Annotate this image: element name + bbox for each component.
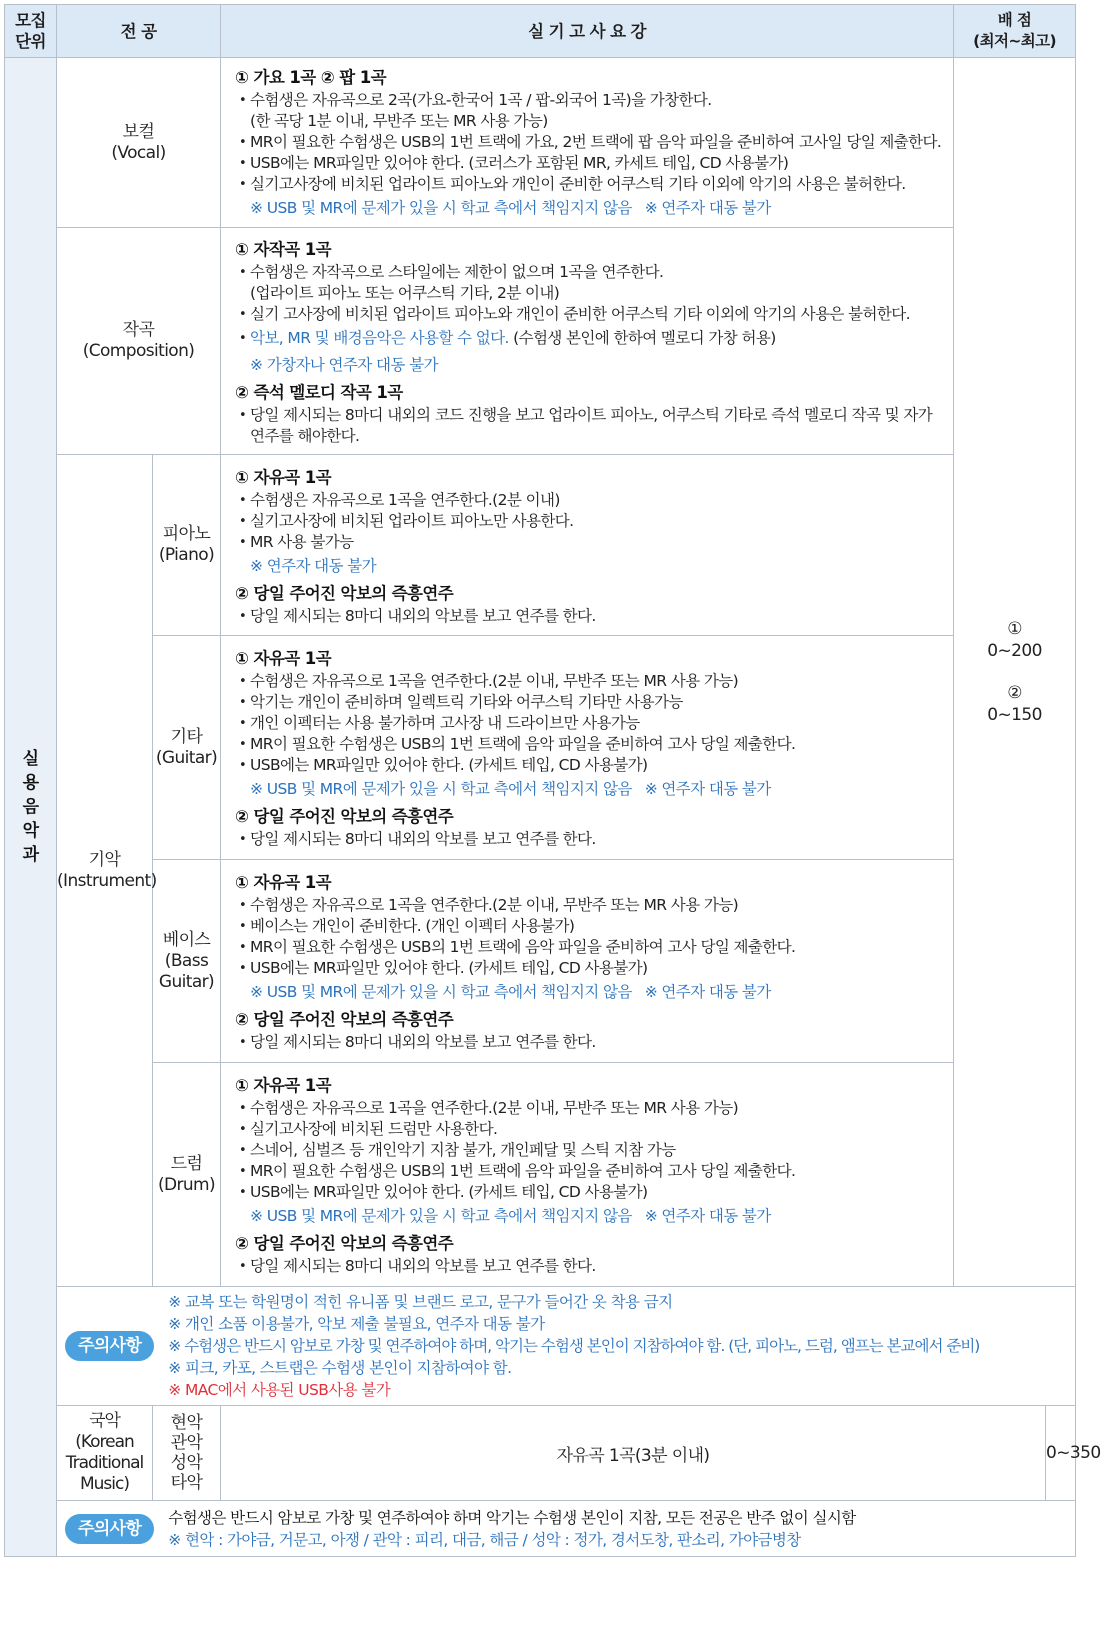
- bass-bullet-5: • 당일 제시되는 8마디 내외의 악보를 보고 연주를 한다.: [235, 1032, 945, 1053]
- major-vocal: 보컬 (Vocal): [57, 58, 221, 228]
- drum-heading-1: ① 자유곡 1곡: [235, 1076, 331, 1095]
- row-bass: [5, 860, 1076, 1063]
- major-instrument: 기악 (Instrument): [57, 455, 153, 1287]
- major-composition: 작곡 (Composition): [57, 228, 221, 455]
- composition-heading-1: ① 자작곡 1곡: [235, 239, 331, 259]
- row-notice-2: [5, 1501, 1076, 1557]
- piano-heading-2: ② 당일 주어진 악보의 즉흥연주: [235, 583, 454, 603]
- drum-bullet-2: • 실기고사장에 비치된 드럼만 사용한다.: [235, 1119, 945, 1140]
- row-notice-1: [5, 1287, 1076, 1406]
- piano-bullet-3: • MR 사용 불가능: [235, 532, 945, 553]
- header-row: [5, 5, 1076, 58]
- composition-bullet-2: • 실기 고사장에 비치된 업라이트 피아노와 개인이 준비한 어쿠스틱 기타 이외에 악기의 사용은 불허한다.: [235, 304, 945, 325]
- vocal-warning: ※ USB 및 MR에 문제가 있을 시 학교 측에서 책임지지 않음 ※ 연주자 대동 불가: [250, 198, 771, 217]
- row-drum: [5, 1063, 1076, 1287]
- notice-1-list: [168, 1291, 979, 1401]
- score-item-1-mark: ①: [1007, 619, 1022, 639]
- guitar-bullet-5: • USB에는 MR파일만 있어야 한다. (카세트 테입, CD 사용불가): [235, 755, 945, 776]
- req-vocal: [221, 58, 954, 228]
- composition-bullet-4: • 당일 제시되는 8마디 내외의 코드 진행을 보고 업라이트 피아노, 어쿠스틱 기타로 즉석 멜로디 작곡 및 자가: [235, 405, 945, 426]
- notice-1-line-4: ※ 피크, 카포, 스트랩은 수험생 본인이 지참하여야 함.: [168, 1359, 512, 1377]
- score-main: [954, 58, 1076, 1287]
- row-guitar: [5, 636, 1076, 860]
- notice-2-badge: 주의사항: [65, 1514, 154, 1544]
- drum-bullet-1: • 수험생은 자유곡으로 1곡을 연주한다.(2분 이내, 무반주 또는 MR 사용 가능): [235, 1098, 945, 1119]
- notice-1-badge: 주의사항: [65, 1331, 154, 1361]
- notice-1-line-5: ※ MAC에서 사용된 USB사용 불가: [168, 1381, 391, 1399]
- vocal-bullet-1b: (한 곡당 1분 이내, 무반주 또는 MR 사용 가능): [250, 111, 548, 130]
- header-score: 배 점 (최저~최고): [954, 5, 1076, 58]
- header-unit: 모집 단위: [5, 5, 57, 58]
- drum-bullet-5: • USB에는 MR파일만 있어야 한다. (카세트 테입, CD 사용불가): [235, 1182, 945, 1203]
- bass-bullet-4: • USB에는 MR파일만 있어야 한다. (카세트 테입, CD 사용불가): [235, 958, 945, 979]
- vocal-heading-1: ① 가요 1곡 ② 팝 1곡: [235, 67, 386, 87]
- major-korean: 국악 (Korean Traditional Music): [57, 1406, 153, 1501]
- req-drum: [221, 1063, 954, 1287]
- notice-2-line-1: 수험생은 반드시 암보로 가창 및 연주하여야 하며 악기는 수험생 본인이 지참, 모든 전공은 반주 없이 실시함: [168, 1508, 856, 1527]
- unit-cell: [5, 58, 57, 1557]
- header-requirements: 실 기 고 사 요 강: [221, 5, 954, 58]
- notice-1-line-2: ※ 개인 소품 이용불가, 악보 제출 불필요, 연주자 대동 불가: [168, 1315, 545, 1333]
- guitar-bullet-3: • 개인 이펙터는 사용 불가하며 고사장 내 드라이브만 사용가능: [235, 713, 945, 734]
- sub-piano: 피아노 (Piano): [153, 455, 221, 636]
- score-item-2-mark: ②: [1007, 683, 1022, 703]
- guitar-bullet-2: • 악기는 개인이 준비하며 일렉트릭 기타와 어쿠스틱 기타만 사용가능: [235, 692, 945, 713]
- notice-2-line-2: ※ 현악 : 가야금, 거문고, 아쟁 / 관악 : 피리, 대금, 해금 / 성악 : 정가, 경서도창, 판소리, 가야금병창: [168, 1530, 801, 1549]
- drum-heading-2: ② 당일 주어진 악보의 즉흥연주: [235, 1234, 454, 1253]
- drum-bullet-4: • MR이 필요한 수험생은 USB의 1번 트랙에 음악 파일을 준비하여 고사 당일 제출한다.: [235, 1161, 945, 1182]
- bass-heading-1: ① 자유곡 1곡: [235, 873, 331, 892]
- bass-bullet-3: • MR이 필요한 수험생은 USB의 1번 트랙에 음악 파일을 준비하여 고사 당일 제출한다.: [235, 937, 945, 958]
- sub-korean: 현악 관악 성악 타악: [153, 1406, 221, 1501]
- guitar-bullet-6: • 당일 제시되는 8마디 내외의 악보를 보고 연주를 한다.: [235, 829, 945, 850]
- score-item-2-range: 0~150: [987, 705, 1042, 725]
- notice-1-line-1: ※ 교복 또는 학원명이 적힌 유니폼 및 브랜드 로고, 문구가 들어간 옷 착용 금지: [168, 1293, 673, 1311]
- guitar-bullet-1: • 수험생은 자유곡으로 1곡을 연주한다.(2분 이내, 무반주 또는 MR 사용 가능): [235, 671, 945, 692]
- notice-2: [57, 1501, 1076, 1557]
- piano-bullet-2: • 실기고사장에 비치된 업라이트 피아노만 사용한다.: [235, 511, 945, 532]
- score-item-1-range: 0~200: [987, 641, 1042, 661]
- composition-bullet-3-rest: (수험생 본인에 한하여 멜로디 가창 허용): [508, 328, 776, 347]
- guitar-heading-1: ① 자유곡 1곡: [235, 649, 331, 668]
- exam-requirements-table: [4, 4, 1101, 1557]
- sub-drum: 드럼 (Drum): [153, 1063, 221, 1287]
- sub-guitar: 기타 (Guitar): [153, 636, 221, 860]
- guitar-heading-2: ② 당일 주어진 악보의 즉흥연주: [235, 807, 454, 826]
- bass-heading-2: ② 당일 주어진 악보의 즉흥연주: [235, 1010, 454, 1029]
- guitar-warning: ※ USB 및 MR에 문제가 있을 시 학교 측에서 책임지지 않음 ※ 연주자 대동 불가: [250, 780, 771, 798]
- req-bass: [221, 860, 954, 1063]
- notice-2-list: [168, 1507, 855, 1551]
- bass-bullet-1: • 수험생은 자유곡으로 1곡을 연주한다.(2분 이내, 무반주 또는 MR 사용 가능): [235, 895, 945, 916]
- bass-bullet-2: • 베이스는 개인이 준비한다. (개인 이펙터 사용불가): [235, 916, 945, 937]
- drum-bullet-3: • 스네어, 심벌즈 등 개인악기 지참 불가, 개인페달 및 스틱 지참 가능: [235, 1140, 945, 1161]
- piano-bullet-1: • 수험생은 자유곡으로 1곡을 연주한다.(2분 이내): [235, 490, 945, 511]
- unit-name: 실용음악과: [22, 749, 39, 865]
- req-piano: [221, 455, 954, 636]
- piano-heading-1: ① 자유곡 1곡: [235, 467, 331, 487]
- drum-bullet-6: • 당일 제시되는 8마디 내외의 악보를 보고 연주를 한다.: [235, 1256, 945, 1277]
- row-vocal: [5, 58, 1076, 228]
- piano-warning: ※ 연주자 대동 불가: [250, 556, 376, 575]
- notice-1-line-3: ※ 수험생은 반드시 암보로 가창 및 연주하여야 하며, 악기는 수험생 본인이 지참하여야 함. (단, 피아노, 드럼, 앰프는 본교에서 준비): [168, 1337, 980, 1355]
- notice-1: [57, 1287, 1076, 1406]
- composition-warning: ※ 가창자나 연주자 대동 불가: [250, 355, 438, 374]
- composition-bullet-1: • 수험생은 자작곡으로 스타일에는 제한이 없으며 1곡을 연주한다.: [235, 262, 945, 283]
- drum-warning: ※ USB 및 MR에 문제가 있을 시 학교 측에서 책임지지 않음 ※ 연주자 대동 불가: [250, 1207, 771, 1225]
- vocal-bullet-2: • MR이 필요한 수험생은 USB의 1번 트랙에 가요, 2번 트랙에 팝 음악 파일을 준비하여 고사일 당일 제출한다.: [235, 132, 945, 153]
- row-piano: [5, 455, 1076, 636]
- req-korean: 자유곡 1곡(3분 이내): [221, 1406, 1046, 1501]
- row-korean: [5, 1406, 1076, 1501]
- vocal-bullet-3: • USB에는 MR파일만 있어야 한다. (코러스가 포함된 MR, 카세트 테입, CD 사용불가): [235, 153, 945, 174]
- composition-bullet-1b: (업라이트 피아노 또는 어쿠스틱 기타, 2분 이내): [250, 283, 560, 302]
- composition-bullet-3: [235, 325, 945, 352]
- bass-warning: ※ USB 및 MR에 문제가 있을 시 학교 측에서 책임지지 않음 ※ 연주자 대동 불가: [250, 983, 771, 1001]
- req-guitar: [221, 636, 954, 860]
- header-major: 전 공: [57, 5, 221, 58]
- vocal-bullet-4: • 실기고사장에 비치된 업라이트 피아노와 개인이 준비한 어쿠스틱 기타 이외에 악기의 사용은 불허한다.: [235, 174, 945, 195]
- composition-bullet-4b: 연주를 해야한다.: [250, 426, 360, 445]
- composition-heading-2: ② 즉석 멜로디 작곡 1곡: [235, 382, 403, 402]
- piano-bullet-4: • 당일 제시되는 8마디 내외의 악보를 보고 연주를 한다.: [235, 606, 945, 627]
- vocal-bullet-1: • 수험생은 자유곡으로 2곡(가요-한국어 1곡 / 팝-외국어 1곡)을 가창한다.: [235, 90, 945, 111]
- row-composition: [5, 228, 1076, 455]
- req-composition: [221, 228, 954, 455]
- score-korean: 0~350: [1046, 1406, 1076, 1501]
- composition-bullet-3-highlight: 악보, MR 및 배경음악은 사용할 수 없다.: [250, 328, 509, 347]
- sub-bass: 베이스 (Bass Guitar): [153, 860, 221, 1063]
- guitar-bullet-4: • MR이 필요한 수험생은 USB의 1번 트랙에 음악 파일을 준비하여 고사 당일 제출한다.: [235, 734, 945, 755]
